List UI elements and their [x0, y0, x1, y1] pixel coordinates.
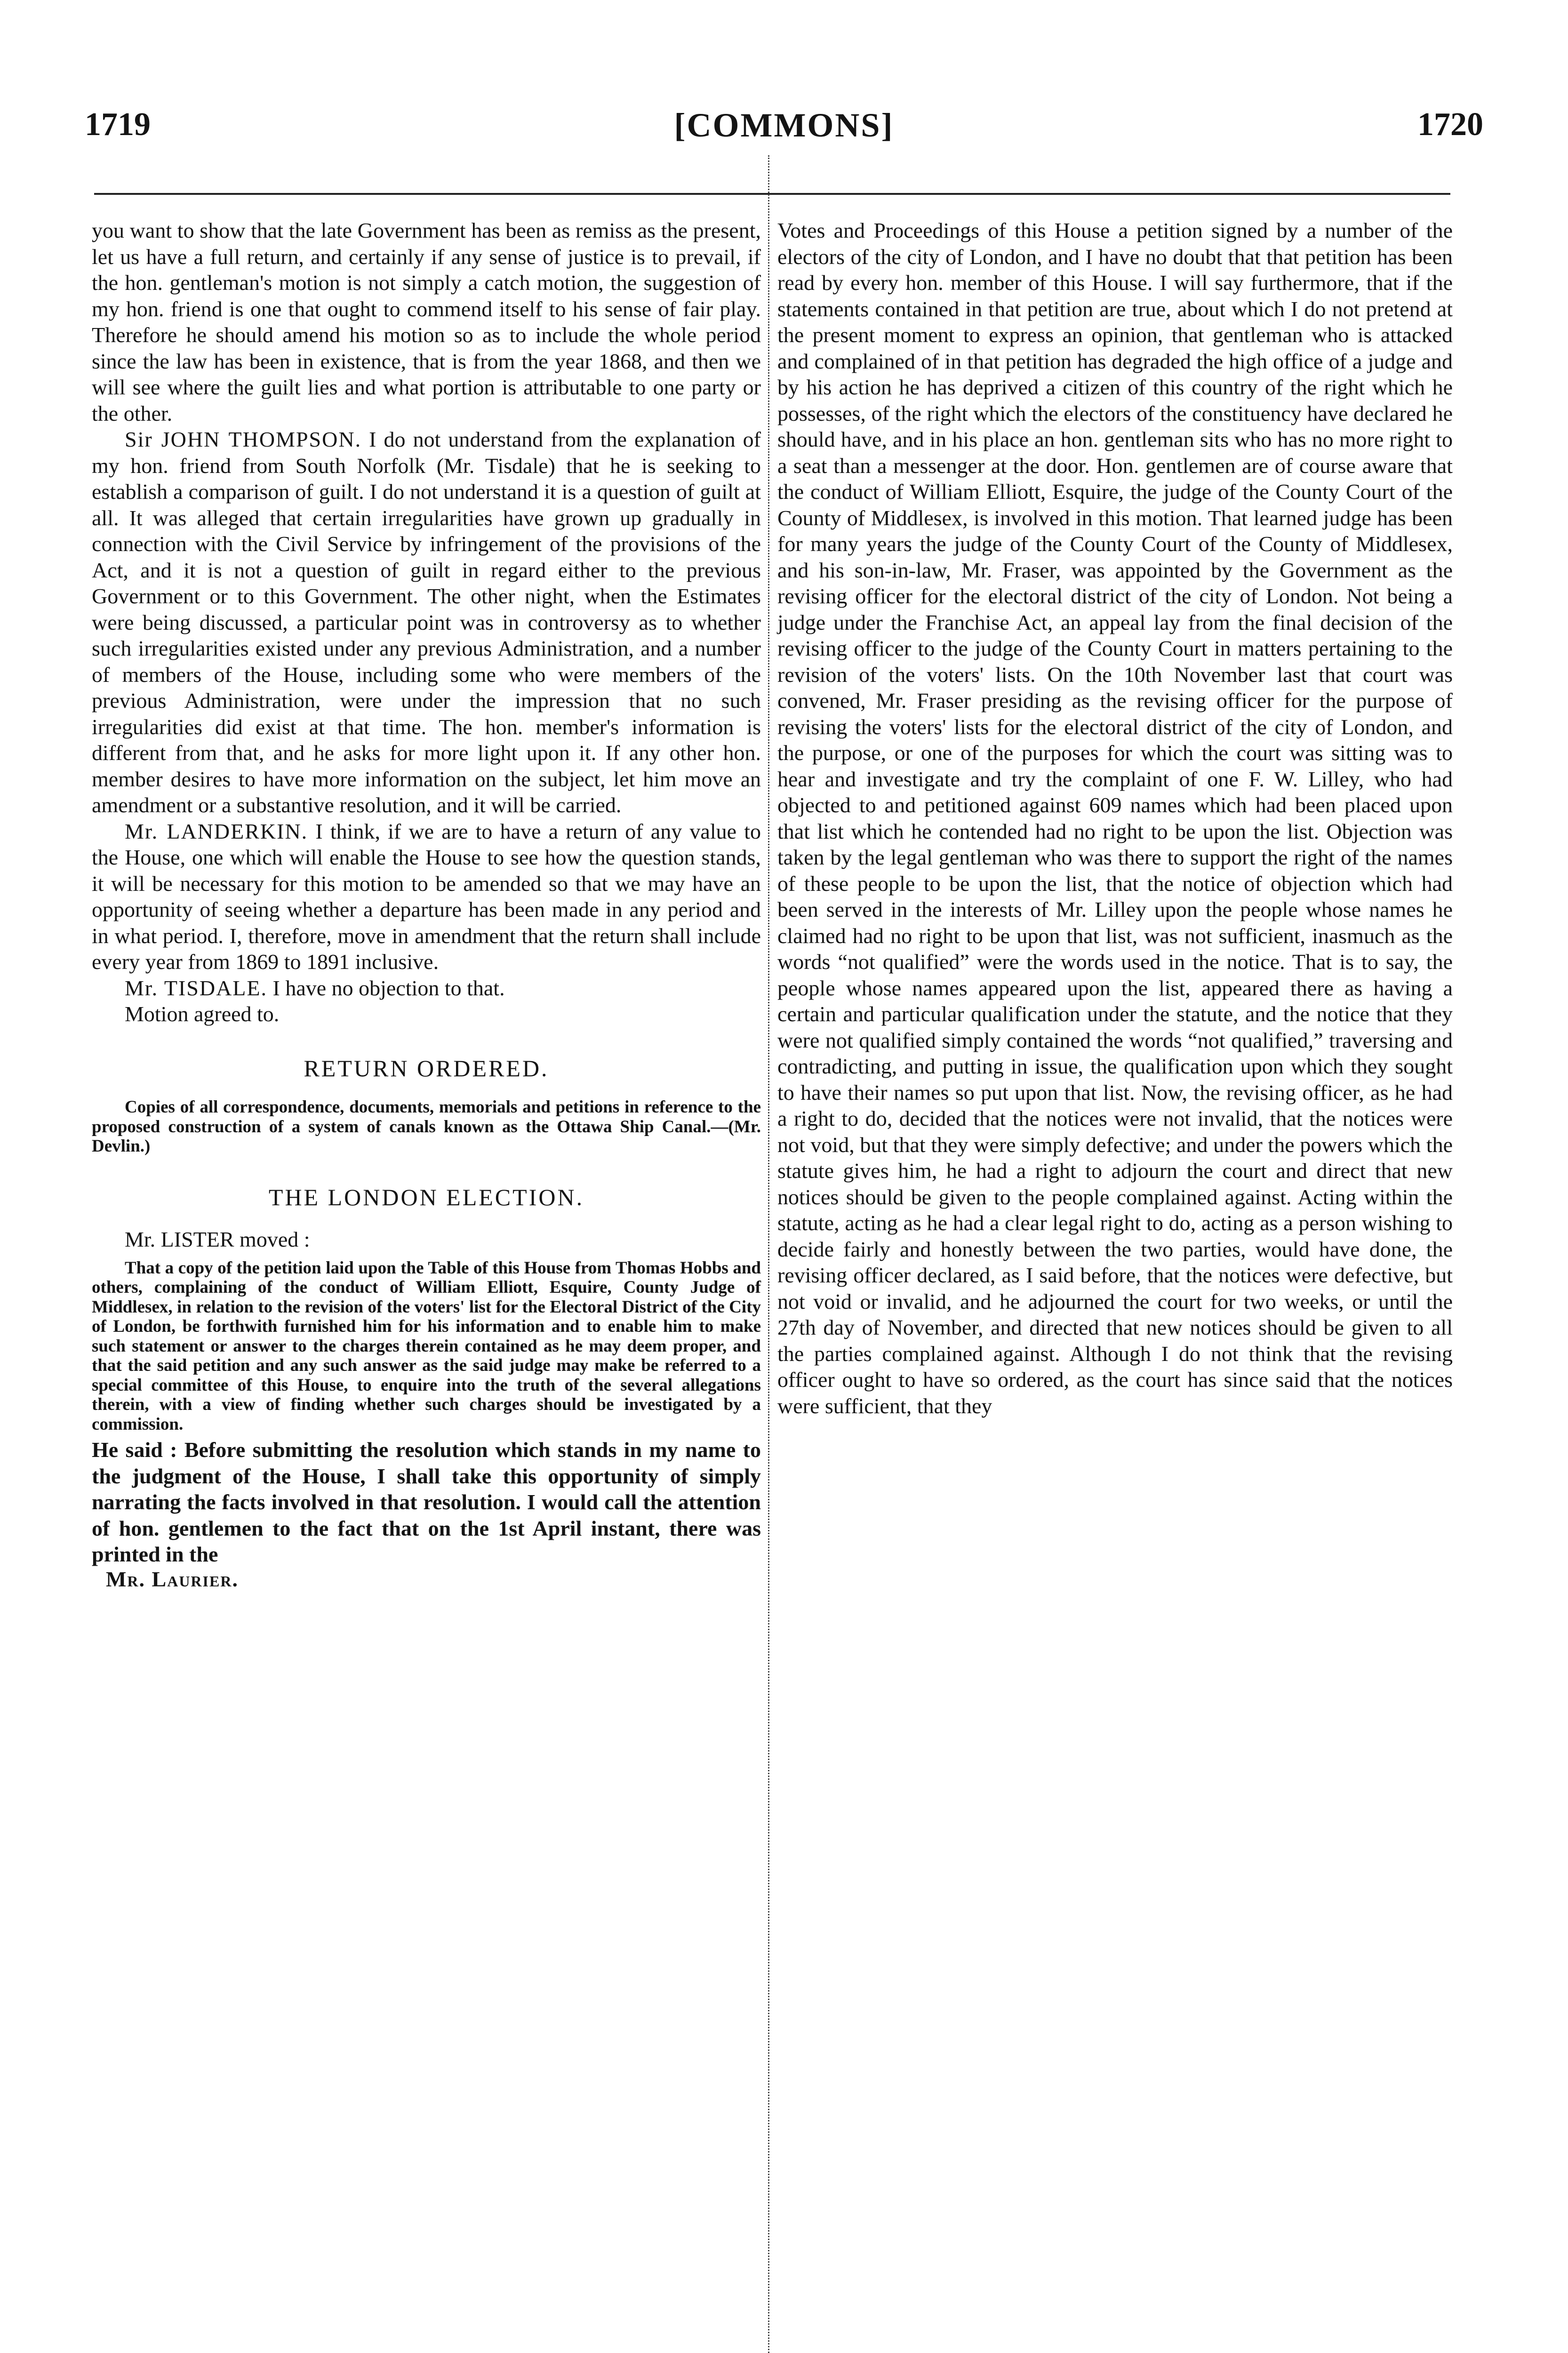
header-rule — [94, 193, 1450, 195]
left-paragraph-landerkin — [92, 818, 761, 975]
lister-speech: He said : Before submitting the resolution which stands in my name to the judgment of the House, I shall take this opportunity of simply narrating the facts involved in that resolution. I would call the attention of hon. gentlemen to the fact that on the 1st April instant, there was printed in the — [92, 1438, 761, 1566]
motion-text: That a copy of the petition laid upon the Table of this House from Thomas Hobbs and others, complaining of the conduct of William Elliott, Esquire, County Judge of Middlesex, in relation to the revision of the voters' list for the Electoral District of the City of London, be forthwith furnished him for his information and to enable him to make such statement or answer to the charges therein contained as he may deem proper, and that the said petition and any such answer as the said judge may make be referred to a special committee of this House, to enquire into the truth of the several allegations therein, with a view of finding whether such charges should be investigated by a commission. — [92, 1258, 761, 1434]
right-paragraph-1: Votes and Proceedings of this House a petition signed by a number of the electors of the city of London, and I have no doubt that that petition has been read by every hon. member of this House. I will say furthermore, that if the statements contained in that petition are true, about which I do not pretend at the present moment to express an opinion, that gentleman who is attacked and complained of in that petition has degraded the high office of a judge and by his action he has deprived a citizen of this country of the right which he possesses, of the right which the electors of the constituency have declared he should have, and in his place an hon. gentleman sits who has no more right to a seat than a messenger at the door. Hon. gentlemen are of course aware that the conduct of William Elliott, Esquire, the judge of the County Court of the County of Middlesex, is involved in this motion. That learned judge has been for many years the judge of the County Court of the County of Middlesex, and his son-in-law, Mr. Fraser, was appointed by the Government as the revising officer for the electoral district of the city of London. Not being a judge under the Franchise Act, an appeal lay from the final decision of the revising officer to the judge of the County Court in matters pertaining to the revision of the voters' lists. On the 10th November last that court was convened, Mr. Fraser presiding as the revising officer for the purpose of revising the voters' lists for the electoral district of the city of London, and the purpose, or one of the purposes for which the court was sitting was to hear and investigate and try the complaint of one F. W. Lilley, who had objected to and petitioned against 609 names which had been placed upon that list which he contended had no right to be upon the list. Objection was taken by the legal gentleman who was there to support the right of the names of these people to be upon the list, that the notice of objection which had been served in the interests of Mr. Lilley upon the people whose names he claimed had no right to be upon that list, was not sufficient, inasmuch as the words “not qualified” were the words used in the notice. That is to say, the people whose names appeared upon the list, appeared there as having a certain and particular qualification under the statute, and the notice that they were not qualified simply contained the words “not qualified,” traversing and contradicting, and putting in issue, the qualification upon which they sought to have their names so put upon that list. Now, the revising officer, as he had a right to do, decided that the notices were not invalid, that the notices were not void, but that they were simply defective; and under the powers which the statute gives him, he had a right to adjourn the court and direct that new notices should be given to the people complained against. Acting within the statute, acting as he had a clear legal right to do, acting as a person wishing to decide fairly and honestly between the two parties, would have done, the revising officer declared, as I said before, that the notices were defective, but not void or invalid, and he adjourned the court for two weeks, or until the 27th day of November, and directed that new notices should be given to all the parties complained against. Although I do not think that the revising officer ought to have so ordered, as the court has since said that the notices were sufficient, that they — [777, 218, 1453, 1418]
heading-london-election: THE LONDON ELECTION. — [268, 1184, 584, 1210]
page-number-left: 1719 — [85, 106, 151, 143]
heading-return-ordered: RETURN ORDERED. — [304, 1055, 549, 1081]
speaker-name: Mr. TISDALE. — [125, 976, 267, 1000]
page-title: [COMMONS] — [674, 106, 894, 144]
page-header — [85, 106, 1483, 162]
left-column — [92, 217, 761, 1590]
column-divider — [768, 155, 769, 2353]
footer-speaker: Mr. Laurier. — [106, 1567, 239, 1591]
page-number-right: 1720 — [1417, 106, 1483, 143]
speech-text: I have no objection to that. — [267, 976, 505, 1000]
speech-text: I think, if we are to have a return of any value to the House, one which will enable the House to see how the question stands, it will be necessary for this motion to be amended so that we may have an opportunity of seeing whether a departure has been made in any period and in what period. I, therefore, move in amendment that the return shall include every year from 1869 to 1891 inclusive. — [92, 819, 761, 974]
speaker-name: Sir JOHN THOMPSON. — [125, 427, 362, 451]
motion-agreed: Motion agreed to. — [125, 1002, 280, 1026]
left-paragraph-thompson — [92, 426, 761, 818]
speech-text: I do not understand from the explanation of my hon. friend from South Norfolk (Mr. Tisdale) that he is seeking to establish a comparison of guilt. I do not understand it is a question of guilt at all. It was alleged that certain irregularities have grown up gradually in connection with the Civil Service by infringement of the provisions of the Act, and it is not a question of guilt in regard either to the previous Government or to this Government. The other night, when the Estimates were being discussed, a particular point was in controversy as to whether such irregularities existed under any previous Administration, and a number of members of the House, including some who were members of the previous Administration, were under the impression that no such irregularities did exist at that time. The hon. member's information is different from that, and he asks for more light upon it. If any other hon. member desires to have more information on the subject, let him move an amendment or a substantive resolution, and it will be carried. — [92, 427, 761, 817]
speaker-name: Mr. LANDERKIN. — [125, 819, 308, 843]
left-paragraph-tisdale — [92, 975, 761, 1001]
right-column — [777, 217, 1453, 1419]
lister-moved: Mr. LISTER moved : — [125, 1227, 310, 1251]
return-ordered-text: Copies of all correspondence, documents, memorials and petitions in reference to the proposed construction of a system of canals known as the Ottawa Ship Canal.—(Mr. Devlin.) — [92, 1097, 761, 1156]
left-paragraph-1: you want to show that the late Government has been as remiss as the present, let us have a full return, and certainly if any sense of justice is to prevail, if the hon. gentleman's motion is not simply a catch motion, the suggestion of my hon. friend is one that ought to commend itself to his sense of fair play. Therefore he should amend his motion so as to include the whole period since the law has been in existence, that is from the year 1868, and then we will see where the guilt lies and what portion is attributable to one party or the other. — [92, 218, 761, 425]
